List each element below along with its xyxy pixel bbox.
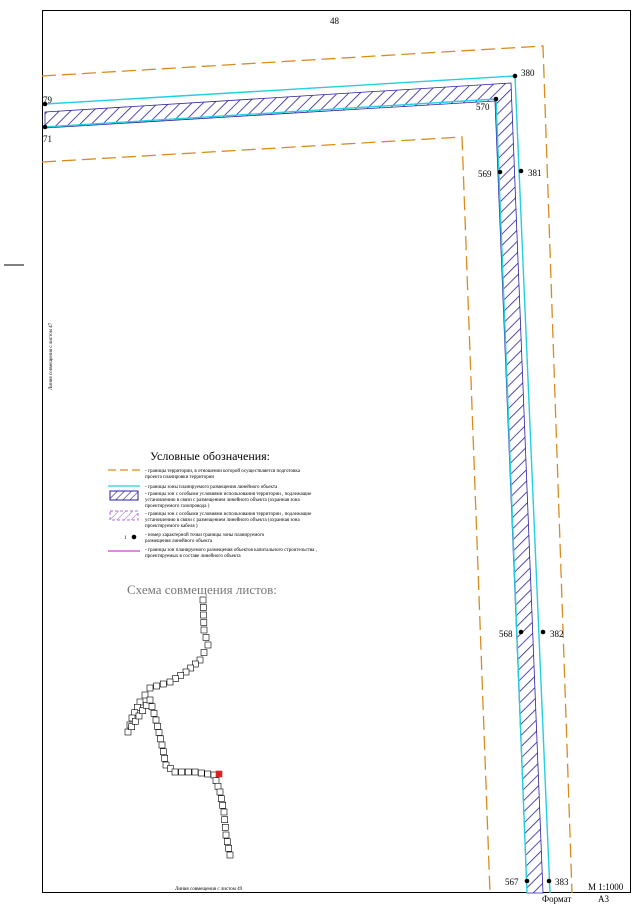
key-map-sheet-tile: [201, 627, 207, 633]
key-map-sheet-tile: [140, 708, 146, 714]
key-map-sheet-tile: [222, 817, 228, 823]
legend-text: - границы зон с особыми условиями использования территории , подлежащие: [145, 512, 312, 517]
key-map-sheet-tile: [220, 802, 226, 808]
key-map-sheet-tile: [160, 681, 166, 687]
key-map-sheet-tile: [200, 605, 206, 611]
bottom-join-label: Линия совмещения с листом 49: [175, 887, 243, 892]
key-map-sheet-tile: [185, 769, 191, 775]
key-map-sheet-tile: [200, 597, 206, 603]
key-map-sheets: [125, 597, 233, 858]
left-join-label: Линия совмещения с листом 47: [49, 322, 54, 390]
legend-text: - границы зон планируемого размещения объектов капитального строительства ,: [145, 548, 317, 553]
legend-title: Условные обозначения:: [150, 449, 271, 463]
key-map-sheet-tile: [162, 755, 168, 761]
point-label-569: 569: [478, 169, 492, 179]
legend-text: установлению в связи с размещением линейного объекта (охранная зона: [145, 518, 300, 523]
key-map-sheet-tile: [159, 742, 165, 748]
sheet-number: 48: [330, 16, 339, 26]
key-map-current-sheet: [216, 771, 222, 777]
key-map-sheet-tile: [201, 650, 207, 656]
key-map-sheet-tile: [147, 685, 153, 691]
key-map-title: Схема совмещения листов:: [127, 582, 277, 597]
key-map-sheet-tile: [201, 620, 207, 626]
key-map-sheet-tile: [203, 635, 209, 641]
key-map-sheet-tile: [149, 704, 155, 710]
sheet-frame: [43, 11, 631, 893]
legend-text: - границы территории, в отношении которой осуществляется подготовка: [145, 469, 300, 474]
legend-swatch-gas-zone: [110, 491, 138, 500]
key-map-sheet-tile: [221, 809, 227, 815]
point-label-381: 381: [528, 168, 542, 178]
point-label-383: 383: [555, 877, 569, 887]
key-map-sheet-tile: [160, 749, 166, 755]
point-label-380: 380: [521, 68, 535, 78]
point-label-570: 570: [476, 102, 490, 112]
format-label: Формат: [542, 894, 572, 904]
legend-text: - номер характерной точки границы зоны планируемого: [145, 533, 265, 538]
key-map-sheet-tile: [205, 771, 211, 777]
key-map-sheet-tile: [218, 796, 224, 802]
legend-swatch-cable-zone: [110, 511, 138, 520]
key-map-sheet-tile: [172, 769, 178, 775]
legend-text: проектируемых в составе линейного объекта: [145, 554, 241, 559]
key-map-sheet-tile: [215, 783, 221, 789]
key-map-sheet-tile: [217, 789, 223, 795]
key-map-sheet-tile: [129, 724, 135, 730]
format-value: А3: [598, 894, 609, 904]
key-map-sheet-tile: [147, 697, 153, 703]
key-map-sheet-tile: [167, 679, 173, 685]
key-map-sheet-tile: [227, 852, 233, 858]
key-map-sheet-tile: [226, 845, 232, 851]
legend-text: проектируемого кабеля ): [145, 524, 198, 529]
legend-text: - границы зон с особыми условиями использования территории , подлежащие: [145, 492, 312, 497]
legend-point-icon: [132, 535, 137, 540]
gas-pipeline-protection-zone: [45, 83, 543, 893]
key-map-sheet-tile: [222, 824, 228, 830]
scale-label: М 1:1000: [588, 882, 624, 892]
legend-text: установлению в связи с размещением линейного объекта (охранная зона: [145, 498, 300, 503]
point-label-568: 568: [499, 629, 513, 639]
key-map-sheet-tile: [151, 710, 157, 716]
key-map-sheet-tile: [223, 832, 229, 838]
key-map-sheet-tile: [179, 769, 185, 775]
key-map-sheet-tile: [198, 770, 204, 776]
legend-text: размещения линейного объекта: [145, 539, 213, 544]
legend: [108, 449, 317, 559]
key-map-sheet-tile: [158, 736, 164, 742]
legend-text: проекта планировки территории: [145, 475, 215, 480]
key-map-sheet-tile: [205, 642, 211, 648]
key-map-sheet-tile: [192, 769, 198, 775]
legend-text: проектируемого газопровода ): [145, 504, 210, 509]
key-map-sheet-tile: [213, 778, 219, 784]
point-label-567: 567: [505, 877, 519, 887]
legend-text: - границы зоны планируемого размещения линейного объекта: [145, 485, 278, 490]
key-map-sheet-tile: [156, 730, 162, 736]
key-map-sheet-tile: [155, 723, 161, 729]
key-map-sheet-tile: [201, 612, 207, 618]
key-map-sheet-tile: [224, 839, 230, 845]
legend-marker-label: 1: [124, 536, 127, 541]
point-label-379: 79: [43, 95, 52, 105]
point-label-571: 71: [43, 134, 52, 144]
point-label-382: 382: [550, 629, 564, 639]
key-map-sheet-tile: [154, 683, 160, 689]
key-map-sheet-tile: [153, 717, 159, 723]
